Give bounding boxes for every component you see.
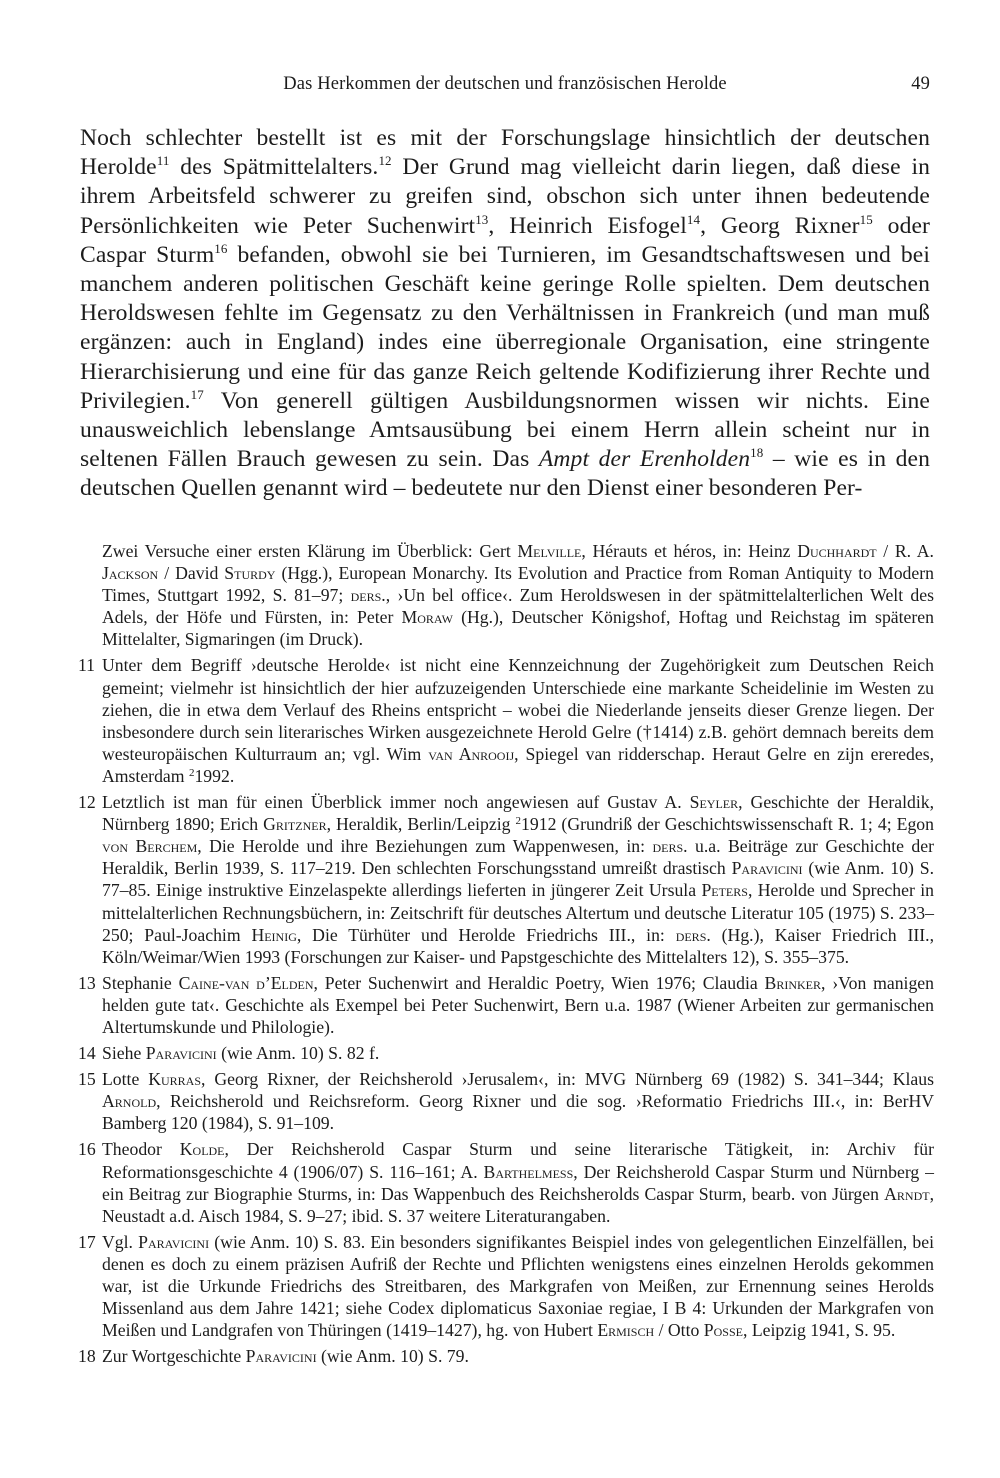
footnote-ref[interactable]: 18 xyxy=(750,445,764,461)
footnote-number: 13 xyxy=(78,972,96,993)
footnote-number: 12 xyxy=(78,792,96,813)
running-title: Das Herkommen der deutschen und französischen Herolde xyxy=(283,74,727,94)
footnote-number: 11 xyxy=(78,655,96,676)
footnote-13: 13 Stephanie Caine-van d’Elden, Peter Suchenwirt and Heraldic Poetry, Wien 1976; Claudia Brinker, ›Von manigen helden gute tat‹. Geschichte als Exempel bei Peter Suchenwirt, Bern u.a. 1987 (Wiener Arbeiten zur germanischen Altertumskunde und Philologie). xyxy=(78,972,935,1037)
footnote-12: 12 Letztlich ist man für einen Überblick immer noch angewiesen auf Gustav A. Seyler, Geschichte der Heraldik, Nürnberg 1890; Erich Gritzner, Heraldik, Berlin/Leipzig $^2$1912 (Grundriß der Geschichtswissenschaft R. 1; 4; Egon von Berchem, Die Herolde und ihre Beziehungen zum Wappenwesen, in: ders. u.a. Beiträge zur Geschichte der Heraldik, Berlin 1939, S. 117–219. Den schlechten Forschungsstand umreißt drastisch Paravicini (wie Anm. 10) S. 77–85. Einige instruktive Einzelaspekte allerdings lieferten in jüngerer Zeit Ursula Peters, Herolde und Sprecher in mittelalterlichen Rechnungsbüchern, in: Zeitschrift für deutsches Altertum und deutsche Literatur 105 (1975) S. 233–250; Paul-Joachim Heinig, Die Türhüter und Herolde Friedrichs III., in: ders. (Hg.), Kaiser Friedrich III., Köln/Weimar/Wien 1993 (Forschungen zur Kaiser- und Papstgeschichte des Mittelalters 12), S. 355–375. xyxy=(78,792,935,967)
italic-term: Ampt der Erenholden xyxy=(538,446,751,473)
main-paragraph: Noch schlechter bestellt ist es mit der Forschungslage hinsichtlich der deutschen Herolde$^{11}$ des Spätmittelalters.$^{12}$ Der Grund mag vielleicht darin liegen, daß diese in ihrem Arbeitsfeld schwerer zu greifen sind, obschon sich unter ihnen bedeutende Persönlichkeiten wie Peter Suchenwirt$^{13}$, Heinrich Eisfogel$^{14}$, Georg Rixner$^{15}$ oder Caspar Sturm$^{16}$ befanden, obwohl sie bei Turnieren, im Gesandtschaftswesen und bei manchem anderen politischen Geschäft keine geringe Rolle spielten. Dem deutschen Heroldswesen fehlte im Gegensatz zu den Verhältnissen in Frankreich (und man muß ergänzen: auch in England) indes eine überregionale Organisation, eine stringente Hierarchisierung und eine für das ganze Reich geltende Kodifizierung ihrer Rechte und Privilegien.$^{17}$ Von generell gültigen Ausbildungsnormen wissen wir nichts. Eine unausweichlich lebenslange Amtsausübung bei einem Herrn allein scheint nur in seltenen Fällen Brauch gewesen zu sein. Das Ampt der Erenholden$^{18}$ – wie es in den deutschen Quellen genannt wird – bedeutete nur den Dienst einer besonderen Per- xyxy=(80,125,931,502)
footnote-ref[interactable]: 14 xyxy=(686,211,701,227)
footnote-ref[interactable]: 16 xyxy=(214,240,228,256)
footnote-number: 15 xyxy=(78,1069,96,1090)
running-head xyxy=(80,74,930,100)
page-number: 49 xyxy=(911,74,930,94)
footnote-17: 17 Vgl. Paravicini (wie Anm. 10) S. 83. Ein besonders signifikantes Beispiel indes von gelegentlichen Einzelfällen, bei denen es doch zu einem präzisen Aufriß der Rechte und Pflichten wenigstens eines einzelnen Herolds gekommen war, ist die Urkunde Friedrichs des Streitbaren, des Markgrafen von Meißen, zur Ernennung seines Herolds Missenland aus dem Jahre 1421; siehe Codex diplomaticus Saxoniae regiae, I B 4: Urkunden der Markgrafen von Meißen und Landgrafen von Thüringen (1419–1427), hg. von Hubert Ermisch / Otto Posse, Leipzig 1941, S. 95. xyxy=(78,1231,935,1341)
footnote-number: 16 xyxy=(78,1139,96,1160)
footnote-number: 18 xyxy=(78,1346,96,1367)
footnote-11: 11 Unter dem Begriff ›deutsche Herolde‹ ist nicht eine Kennzeichnung der Zugehörigkeit zum Deutschen Reich gemeint; vielmehr ist hinsichtlich der hier aufzuzeigenden Unterschiede eine markante Scheidelinie im Westen zu ziehen, die in etwa dem Verlauf des Rheins entspricht – wobei die Niederlande jenseits dieser Grenze liegen. Der insbesondere durch sein literarisches Wirken ausgezeichnete Herold Gelre (†1414) z.B. gehört demnach bereits dem westeuropäischen Kulturraum an; vgl. Wim van Anrooij, Spiegel van ridderschap. Heraut Gelre en zijn ereredes, Amsterdam $^2$1992. xyxy=(78,655,935,786)
footnote-ref[interactable]: 15 xyxy=(859,211,873,227)
footnote-ref[interactable]: 12 xyxy=(378,153,392,169)
footnote-ref[interactable]: 11 xyxy=(156,153,170,169)
footnote-continued: Zwei Versuche einer ersten Klärung im Überblick: Gert Melville, Hérauts et héros, in: Heinz Duchhardt / R. A. Jackson / David Sturdy (Hgg.), European Monarchy. Its Evolution and Practice from Roman Antiquity to Modern Times, Stuttgart 1992, S. 81–97; ders., ›Un bel office‹. Zum Heroldswesen in der spätmittelalterlichen Welt des Adels, der Höfe und Fürsten, in: Peter Moraw (Hg.), Deutscher Königshof, Hoftag und Reichstag im späteren Mittelalter, Sigmaringen (im Druck). xyxy=(102,541,935,650)
footnote-number: 14 xyxy=(78,1043,96,1064)
footnote-ref[interactable]: 13 xyxy=(475,211,489,227)
footnotes xyxy=(80,540,934,1367)
footnote-14: 14 Siehe Paravicini (wie Anm. 10) S. 82 f. xyxy=(78,1043,380,1064)
footnote-number: 17 xyxy=(78,1231,96,1252)
footnote-ref[interactable]: 17 xyxy=(190,386,204,402)
footnote-18: 18 Zur Wortgeschichte Paravicini (wie Anm. 10) S. 79. xyxy=(78,1346,469,1367)
footnote-15: 15 Lotte Kurras, Georg Rixner, der Reichsherold ›Jerusalem‹, in: MVG Nürnberg 69 (1982) S. 341–344; Klaus Arnold, Reichsherold und Reichsreform. Georg Rixner und die sog. ›Reformatio Friedrichs III.‹, in: BerHV Bamberg 120 (1984), S. 91–109. xyxy=(78,1069,935,1134)
footnote-16: 16 Theodor Kolde, Der Reichsherold Caspar Sturm und seine literarische Tätigkeit, in: Archiv für Reformationsgeschichte 4 (1906/07) S. 116–161; A. Barthelmess, Der Reichsherold Caspar Sturm und Nürnberg – ein Beitrag zur Biographie Sturms, in: Das Wappenbuch des Reichsherolds Caspar Sturm, bearb. von Jürgen Arndt, Neustadt a.d. Aisch 1984, S. 9–27; ibid. S. 37 weitere Literaturangaben. xyxy=(78,1139,934,1226)
